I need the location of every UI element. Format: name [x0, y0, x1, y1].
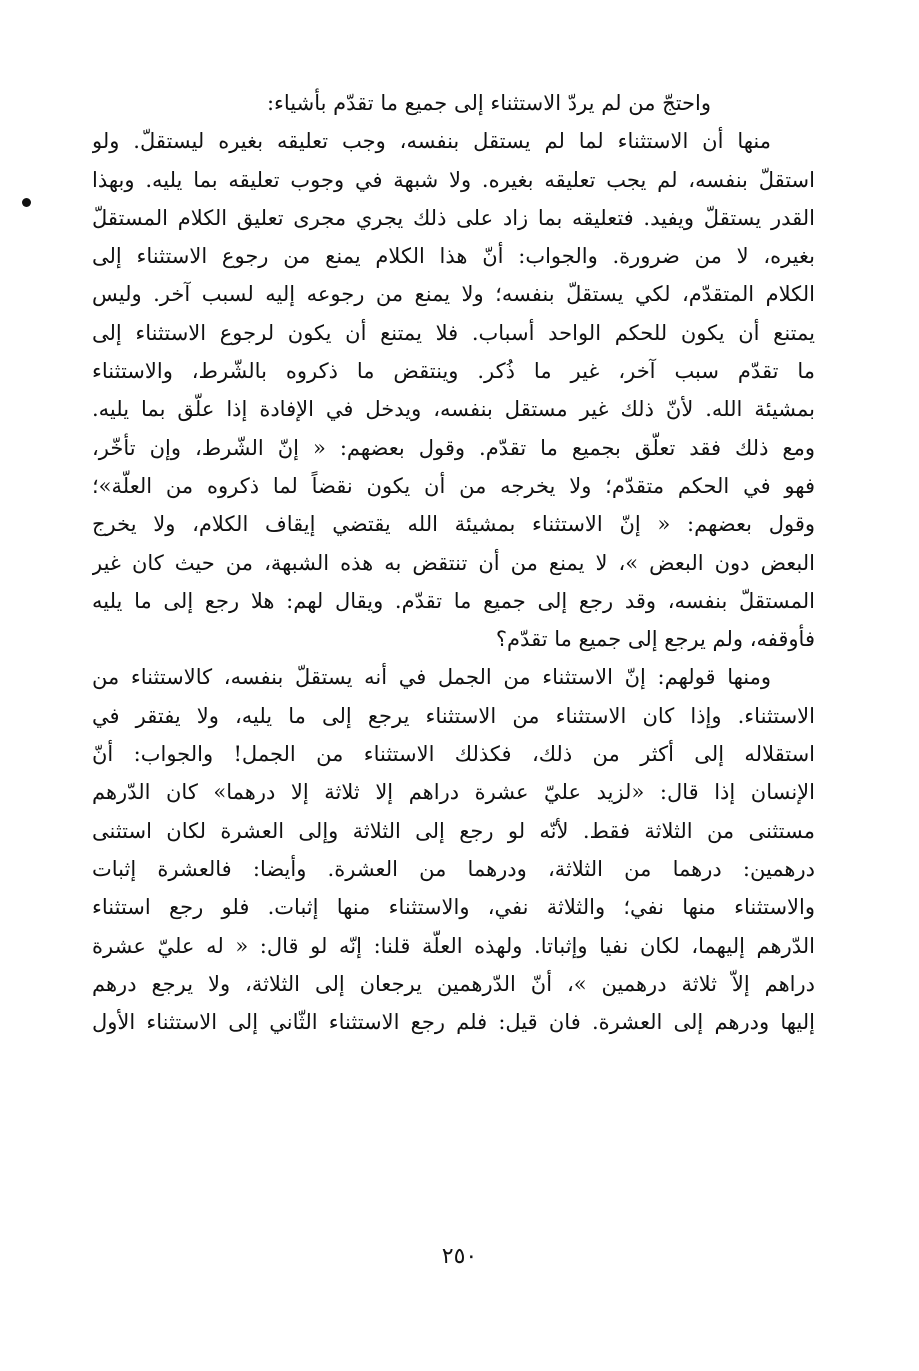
text-line: الكلام المتقدّم، لكي يستقلّ بنفسه؛ ولا يمنع من رجوعه إليه لسبب آخر. وليس — [92, 282, 815, 307]
text-line: فهو في الحكم متقدّم؛ ولا يخرجه من أن يكون نقضاً لما ذكروه من العلّة»؛ — [92, 473, 815, 498]
text-line: درهمين: درهما من الثلاثة، ودرهما من العشرة. وأيضا: فالعشرة إثبات — [92, 856, 815, 881]
text-line: بغيره، لا من ضرورة. والجواب: أنّ هذا الكلام يمنع من رجوع الاستثناء إلى — [92, 244, 815, 269]
text-line: ومع ذلك فقد تعلّق بجميع ما تقدّم. وقول بعضهم: « إنّ الشّرط، وإن تأخّر، — [92, 435, 815, 460]
text-line: إليها ودرهم إلى العشرة. فان قيل: فلم رجع الاستثناء الثّاني إلى الاستثناء الأول — [92, 1010, 815, 1035]
text-line: منها أن الاستثناء لما لم يستقل بنفسه، وجب تعليقه بغيره ليستقلّ. ولو — [92, 129, 771, 154]
page-number: ٢٥٠ — [441, 1244, 478, 1269]
text-line: فأوقفه، ولم يرجع إلى جميع ما تقدّم؟ — [495, 627, 815, 652]
text-line: ما تقدّم سبب آخر، غير ما ذُكر. وينتقض ما ذكروه بالشّرط، والاستثناء — [92, 359, 815, 384]
text-line: دراهم إلاّ ثلاثة درهمين »، أنّ الدّرهمين يرجعان إلى الثلاثة، ولا يرجع درهم — [92, 971, 815, 996]
text-line: استقلّ بنفسه، لم يجب تعليقه بغيره. ولا شبهة في وجوب تعليقه بما يليه. وبهذا — [92, 167, 815, 192]
text-line: والاستثناء منها نفي؛ والثلاثة نفي، والاستثناء منها إثبات. فلو رجع استثناء — [92, 895, 815, 920]
text-line: ومنها قولهم: إنّ الاستثناء من الجمل في أنه يستقلّ بنفسه، كالاستثناء من — [92, 665, 771, 690]
text-line: بمشيئة الله. لأنّ ذلك غير مستقل بنفسه، ويدخل في الإفادة إذا علّق بما يليه. — [92, 397, 815, 422]
text-line: القدر يستقلّ ويفيد. فتعليقه بما زاد على ذلك يجري مجرى تعليق الكلام المستقلّ — [92, 205, 815, 230]
text-line: واحتجّ من لم يردّ الاستثناء إلى جميع ما تقدّم بأشياء: — [266, 91, 711, 115]
text-line: مستثنى من الثلاثة فقط. لأنّه لو رجع إلى الثلاثة وإلى العشرة لكان استثنى — [92, 818, 815, 843]
text-line: البعض دون البعض »، لا يمنع من أن تنتقض به هذه الشبهة، من حيث كان غير — [92, 550, 815, 575]
page-body-text — [92, 84, 815, 1041]
text-line: وقول بعضهم: « إنّ الاستثناء بمشيئة الله يقتضي إيقاف الكلام، ولا يخرج — [92, 512, 815, 537]
text-line: المستقلّ بنفسه، وقد رجع إلى جميع ما تقدّم. ويقال لهم: هلا رجع إلى ما يليه — [92, 588, 815, 613]
margin-bullet-mark — [22, 198, 31, 207]
text-line: استقلاله إلى أكثر من ذلك، فكذلك الاستثناء من الجمل! والجواب: أنّ — [92, 742, 815, 767]
text-line: الاستثناء. وإذا كان الاستثناء من الاستثناء يرجع إلى ما يليه، ولا يفتقر في — [92, 703, 815, 728]
text-line: الدّرهم إليهما، لكان نفيا وإثباتا. ولهذه العلّة قلنا: إنّه لو قال: « له عليّ عشرة — [92, 933, 815, 958]
text-line: يمتنع أن يكون للحكم الواحد أسباب. فلا يمتنع أن يكون لرجوع الاستثناء إلى — [92, 320, 815, 345]
text-line: الإنسان إذا قال: «لزيد عليّ عشرة دراهم إلا ثلاثة إلا درهما» كان الدّرهم — [92, 780, 815, 805]
